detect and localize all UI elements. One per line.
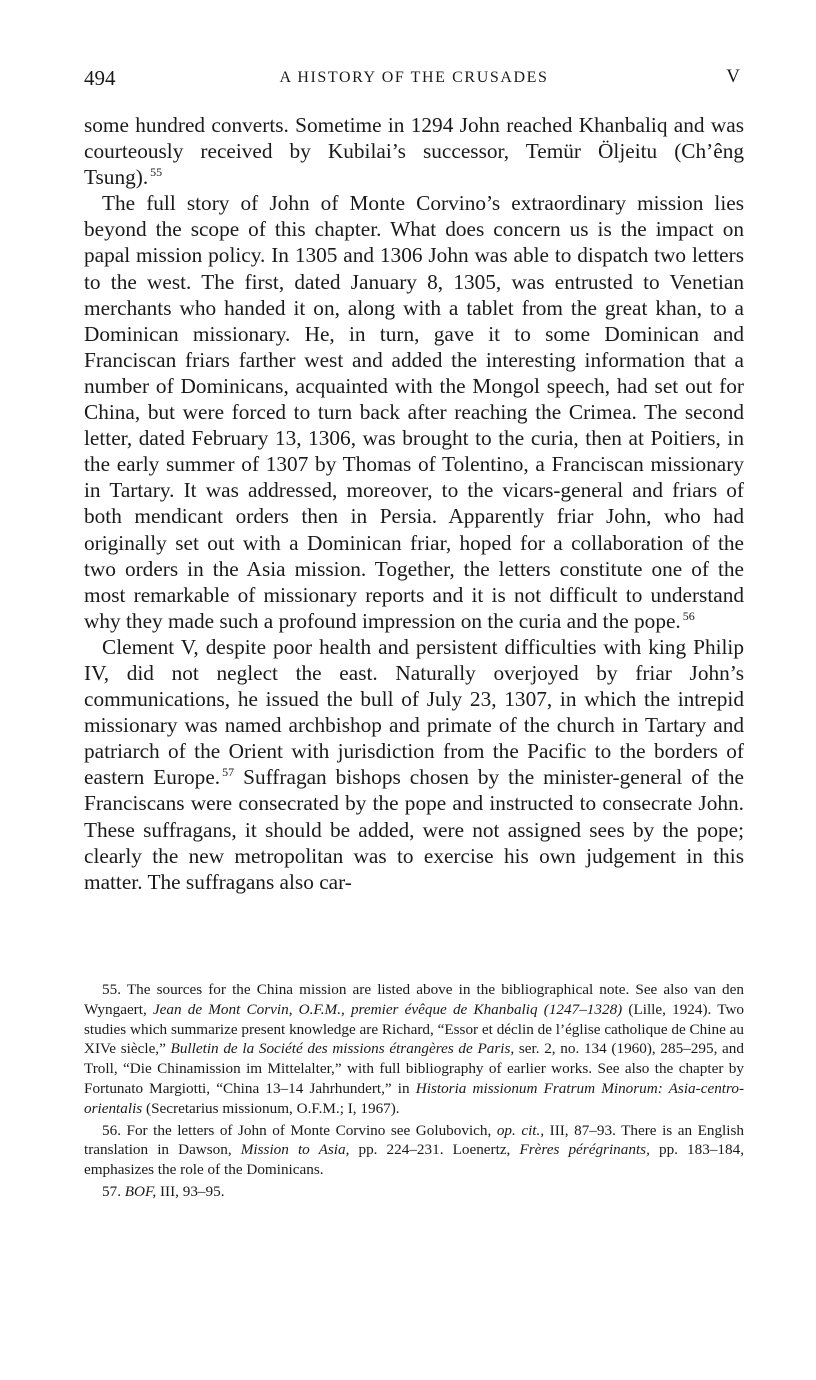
footnote-55-journal: Bulletin de la Société des missions étrangères de Paris,	[170, 1040, 515, 1058]
footnotes	[84, 980, 744, 1202]
body-text	[84, 112, 744, 895]
footnote-55-text: 55. The sources for the China mission are listed above in the bibliographical note. See also van den Wyngaert,	[84, 981, 744, 1018]
running-title: A HISTORY OF THE CRUSADES	[279, 69, 549, 86]
footnote-55-series: Historia missionum Fratrum Minorum: Asia-centro-orientalis	[84, 1079, 745, 1117]
footnote-55-text: (Secretarius missionum, O.F.M.; I, 1967).	[142, 1099, 400, 1117]
paragraph-2	[84, 190, 744, 634]
footnote-56-text: 56. For the letters of John of Monte Corvino see Golubovich,	[102, 1121, 497, 1139]
footnote-56	[84, 1121, 744, 1180]
footnote-56-text: III, 87–93. There is an English translation in Dawson,	[84, 1121, 744, 1159]
footnote-56-citation: op. cit.,	[496, 1121, 545, 1139]
footnote-ref-57: 57	[222, 765, 235, 780]
footnote-56-text: pp. 183–184, emphasizes the role of the Dominicans.	[84, 1141, 745, 1179]
footnote-57	[84, 1182, 744, 1202]
volume-number: V	[726, 66, 740, 87]
paragraph-3	[84, 634, 744, 895]
paragraph-3-text-b: Suffragan bishops chosen by the minister-general of the Franciscans were consecrated by the pope and instructed to consecrate John. These suffragans, it should be added, were not assigned sees by the pope; clearly the new metropolitan was to exercise his own judgement in this matter. The suffragans also car-	[84, 765, 745, 894]
paragraph-1	[84, 112, 744, 190]
footnote-56-title: Frères pérégrinants,	[519, 1141, 650, 1159]
footnote-57-title: BOF,	[124, 1182, 157, 1200]
footnote-55-title: Jean de Mont Corvin, O.F.M., premier évêque de Khanbaliq (1247–1328)	[152, 1000, 623, 1018]
running-head	[84, 66, 744, 96]
footnote-ref-55: 55	[150, 165, 163, 180]
paragraph-1-text: some hundred converts. Sometime in 1294 John reached Khanbaliq and was courteously received by Kubilai’s successor, Temür Öljeitu (Ch’êng Tsung).	[84, 113, 744, 190]
paragraph-3-text-a: Clement V, despite poor health and persistent difficulties with king Philip IV, did not neglect the east. Naturally overjoyed by friar John’s communications, he issued the bull of July 23, 1307, in which the intrepid missionary was named archbishop and primate of the church in Tartary and patriarch of the Orient with jurisdiction from the Pacific to the borders of eastern Europe.	[84, 634, 744, 790]
paragraph-2-text: The full story of John of Monte Corvino’s extraordinary mission lies beyond the scope of this chapter. What does concern us is the impact on papal mission policy. In 1305 and 1306 John was able to dispatch two letters to the west. The first, dated January 8, 1305, was entrusted to Venetian merchants who handed it on, along with a tablet from the great khan, to a Dominican missionary. He, in turn, gave it to some Dominican and Franciscan friars farther west and added the interesting information that a number of Dominicans, acquainted with the Mongol speech, had set out for China, but were forced to turn back after reaching the Crimea. The second letter, dated February 13, 1306, was brought to the curia, then at Poitiers, in the early summer of 1307 by Thomas of Tolentino, a Franciscan missionary in Tartary. It was addressed, moreover, to the vicars-general and friars of both mendicant orders then in Persia. Apparently friar John, who had originally set out with a Dominican friar, hoped for a collaboration of the two orders in the Asia mission. Together, the letters constitute one of the most remarkable of missionary reports and it is not difficult to understand why they made such a profound impression on the curia and the pope.	[84, 191, 744, 633]
footnote-55	[84, 980, 744, 1119]
footnote-56-title: Mission to Asia,	[240, 1141, 350, 1159]
footnote-ref-56: 56	[682, 608, 695, 623]
footnote-55-text: ser. 2, no. 134 (1960), 285–295, and Troll, “Die Chinamission im Mittelalter,” with full bibliography of earlier works. See also the chapter by Fortunato Margiotti, “China 13–14 Jahrhundert,” in	[84, 1040, 744, 1097]
footnote-56-text: pp. 224–231. Loenertz,	[349, 1141, 520, 1159]
page-number: 494	[84, 66, 116, 90]
footnote-55-text: (Lille, 1924). Two studies which summarize present knowledge are Richard, “Essor et déclin de l’église catholique de Chine au XIVe siècle,”	[84, 1000, 745, 1058]
footnote-57-text: III, 93–95.	[156, 1182, 225, 1200]
footnote-57-text: 57.	[102, 1182, 125, 1200]
